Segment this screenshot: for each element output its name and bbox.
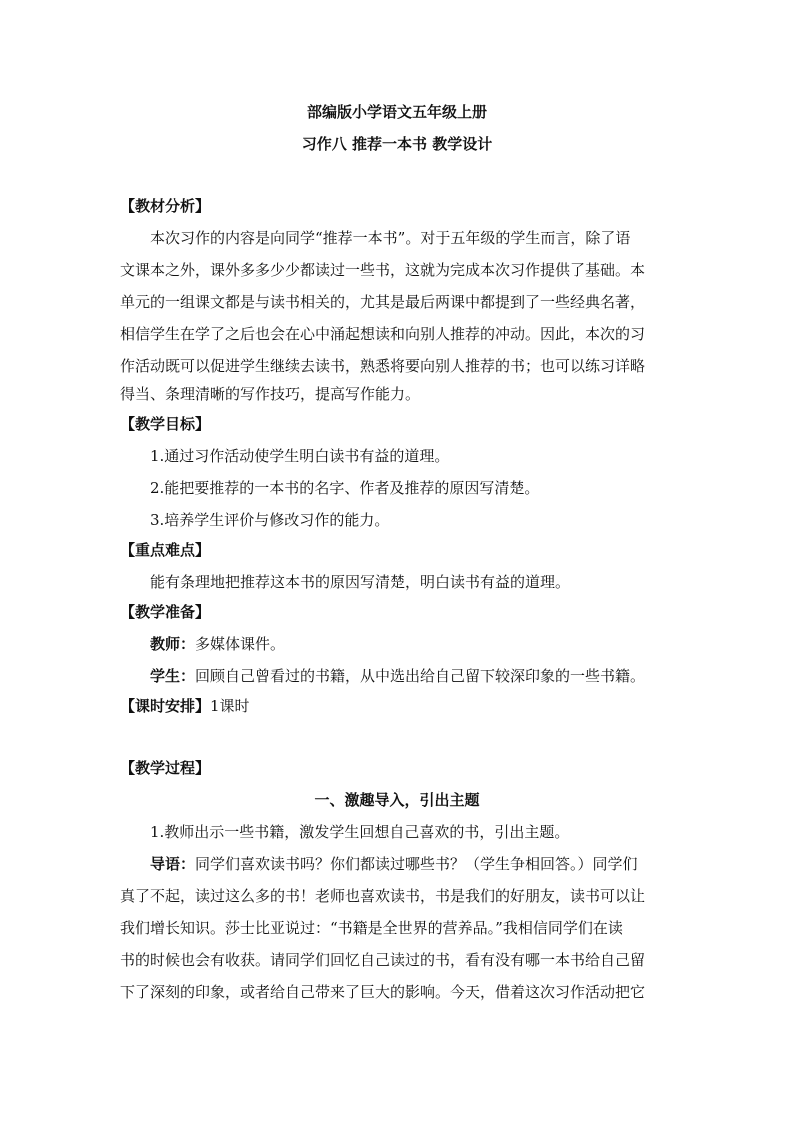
process-step: 1.教师出示一些书籍，激发学生回想自己喜欢的书，引出主题。 [150,823,570,841]
section-heading-analysis: 【教材分析】 [120,197,211,215]
process-section-title: 一、激趣导入，引出主题 [314,791,480,809]
guide-first-line [150,854,680,874]
prep-teacher-label: 教师： [150,635,196,653]
prep-student-text: 回顾自己曾看过的书籍，从中选出给自己留下较深印象的一些书籍。 [195,667,646,685]
analysis-line: 得当、条理清晰的写作技巧，提高写作能力。 [120,385,421,403]
analysis-line: 文课本之外，课外多多少少都读过一些书，这就为完成本次习作提供了基础。本 [120,261,646,279]
schedule [120,696,680,716]
section-heading-goals: 【教学目标】 [120,415,211,433]
goal-item: 2.能把要推荐的一本书的名字、作者及推荐的原因写清楚。 [150,479,540,497]
analysis-line: 作活动既可以促进学生继续去读书，熟悉将要向别人推荐的书；也可以练习详略 [120,357,646,375]
section-heading-process: 【教学过程】 [120,759,211,777]
analysis-line: 相信学生在学了之后也会在心中涌起想读和向别人推荐的冲动。因此，本次的习 [120,325,646,343]
guide-line: 我们增长知识。莎士比亚说过：“书籍是全世界的营养品。”我相信同学们在读 [120,919,623,937]
goal-item: 3.培养学生评价与修改习作的能力。 [150,511,390,529]
guide-text: 同学们喜欢读书吗？你们都读过哪些书？（学生争相回答。）同学们 [195,855,638,873]
guide-line: 书的时候也会有收获。请同学们回忆自己读过的书，看有没有哪一本书给自己留 [120,951,646,969]
keypoints-text: 能有条理地把推荐这本书的原因写清楚，明白读书有益的道理。 [150,573,571,591]
guide-line: 下了深刻的印象，或者给自己带来了巨大的影响。今天，借着这次习作活动把它 [120,983,646,1001]
analysis-line: 单元的一组课文都是与读书相关的，尤其是最后两课中都提到了一些经典名著， [120,293,646,311]
schedule-text: 1课时 [210,697,250,715]
document-title: 部编版小学语文五年级上册 [306,103,487,121]
prep-teacher [150,634,680,654]
section-heading-keypoints: 【重点难点】 [120,541,211,559]
section-heading-schedule: 【课时安排】 [120,697,211,715]
prep-teacher-text: 多媒体课件。 [195,635,286,653]
guide-line: 真了不起，读过这么多的书！老师也喜欢读书，书是我们的好朋友，读书可以让 [120,887,646,905]
prep-student-label: 学生： [150,667,196,685]
analysis-line: 本次习作的内容是向同学“推荐一本书”。对于五年级的学生而言，除了语 [150,229,631,247]
goal-item: 1.通过习作活动使学生明白读书有益的道理。 [150,447,450,465]
section-heading-prep: 【教学准备】 [120,603,211,621]
document-subtitle: 习作八 推荐一本书 教学设计 [301,135,493,153]
prep-student [150,666,680,686]
guide-label: 导语： [150,855,196,873]
